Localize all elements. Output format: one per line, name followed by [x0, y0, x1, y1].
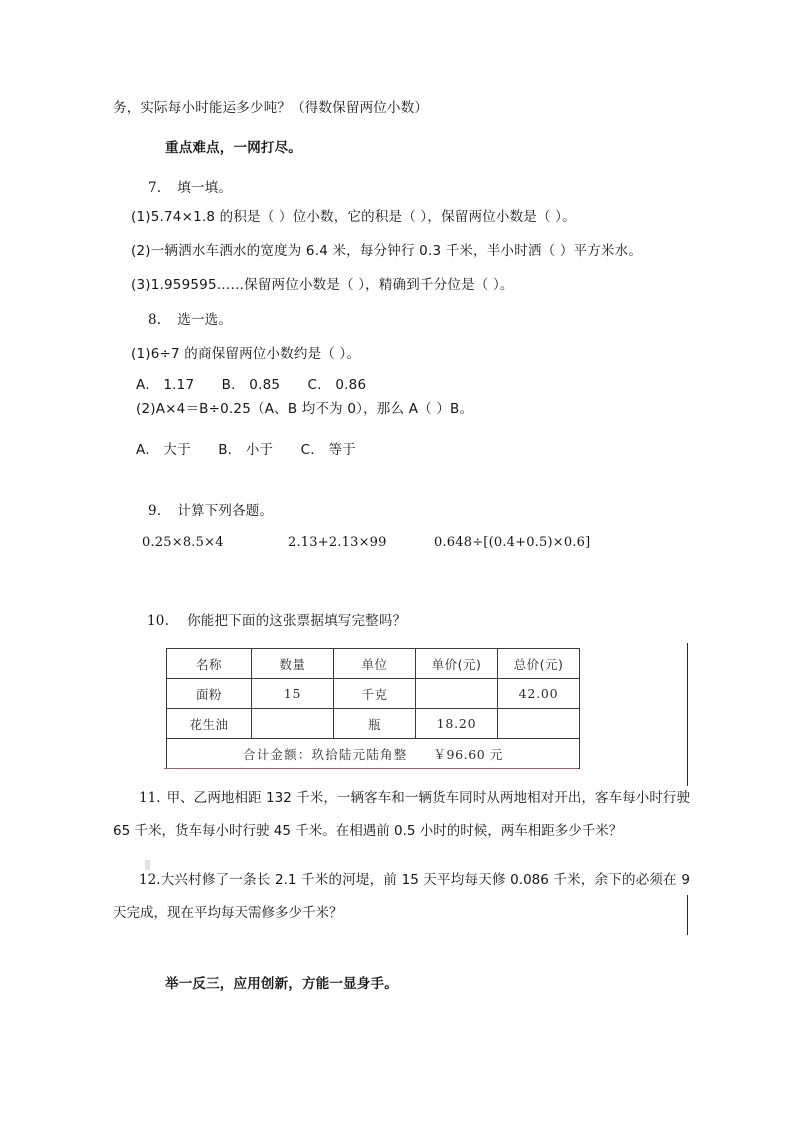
question-8-number: 8.	[148, 312, 162, 328]
question-11-number: 11.	[139, 790, 161, 806]
cell-unit-row2: 瓶	[334, 709, 416, 739]
question-7-number: 7.	[148, 180, 162, 196]
header-cell-quantity: 数量	[252, 649, 334, 679]
header-cell-unit: 单位	[334, 649, 416, 679]
question-7-title: 填一填。	[177, 180, 233, 196]
scan-artifact-bar-upper	[687, 643, 688, 786]
question-9-expression-2: 2.13+2.13×99	[288, 535, 387, 550]
question-8-choices-2: A. 大于 B. 小于 C. 等于	[136, 442, 356, 458]
scan-artifact-bar-lower	[687, 895, 688, 935]
question-8-title: 选一选。	[177, 312, 233, 328]
question-12-paragraph	[113, 864, 690, 930]
cell-unit-price-row1[interactable]	[416, 679, 498, 709]
cell-unit-row1: 千克	[334, 679, 416, 709]
question-8-item-1: (1)6÷7 的商保留两位小数约是（ ）。	[131, 346, 361, 362]
question-9-heading	[148, 501, 273, 521]
question-9-expression-1: 0.25×8.5×4	[142, 535, 224, 550]
cell-total-price-row2[interactable]	[498, 709, 580, 739]
question-7-item-2: (2)一辆洒水车洒水的宽度为 6.4 米，每分钟行 0.3 千米，半小时洒（ ）平方米水。	[131, 243, 643, 259]
receipt-table-wrapper	[166, 648, 580, 769]
table-footer-row	[167, 739, 580, 769]
header-cell-name: 名称	[167, 649, 252, 679]
question-8-item-2: (2)A×4＝B÷0.25（A、B 均不为 0），那么 A（ ）B。	[136, 401, 474, 417]
question-9-title: 计算下列各题。	[177, 503, 274, 519]
cell-quantity-row1: 15	[252, 679, 334, 709]
section-callout-key-points: 重点难点，一网打尽。	[165, 140, 302, 156]
cell-name-row2: 花生油	[167, 709, 252, 739]
question-8-heading	[148, 310, 232, 330]
section-callout-application: 举一反三，应用创新，方能一显身手。	[165, 976, 398, 992]
table-header-row	[167, 649, 580, 679]
table-row	[167, 709, 580, 739]
receipt-total-label: 合计金额：玖拾陆元陆角整	[243, 746, 408, 762]
cell-name-row1: 面粉	[167, 679, 252, 709]
receipt-total-amount: ￥96.60 元	[433, 746, 503, 762]
table-row	[167, 679, 580, 709]
question-11-text: 甲、乙两地相距 132 千米，一辆客车和一辆货车同时从两地相对开出，客车每小时行驶 65 千米，货车每小时行驶 45 千米。在相遇前 0.5 小时的时候，两车相距多少千米？	[113, 790, 690, 839]
scan-artifact-speck	[145, 860, 150, 870]
question-12-number: 12.	[139, 872, 161, 888]
cell-total-price-row1: 42.00	[498, 679, 580, 709]
question-10-heading	[147, 611, 406, 631]
question-12-text: 大兴村修了一条长 2.1 千米的河堤，前 15 天平均每天修 0.086 千米，余下的必须在 9 天完成，现在平均每天需修多少千米？	[113, 872, 690, 921]
cell-unit-price-row2: 18.20	[416, 709, 498, 739]
question-11-paragraph	[113, 782, 690, 848]
question-9-expression-3: 0.648÷[(0.4+0.5)×0.6]	[434, 535, 591, 550]
receipt-total-cell	[167, 739, 580, 769]
question-7-item-3: (3)1.959595……保留两位小数是（ ），精确到千分位是（ ）。	[131, 277, 514, 293]
question-10-number: 10.	[147, 613, 170, 629]
receipt-table	[166, 648, 580, 769]
accent-rule	[164, 768, 578, 769]
question-7-heading	[148, 178, 232, 198]
question-8-choices-1: A. 1.17 B. 0.85 C. 0.86	[136, 377, 367, 393]
header-cell-total-price: 总价(元)	[498, 649, 580, 679]
question-10-title: 你能把下面的这张票据填写完整吗？	[187, 613, 407, 629]
continued-question-line: 务，实际每小时能运多少吨？（得数保留两位小数）	[113, 100, 429, 116]
question-9-number: 9.	[148, 503, 162, 519]
cell-quantity-row2[interactable]	[252, 709, 334, 739]
question-7-item-1: (1)5.74×1.8 的积是（ ）位小数，它的积是（ ），保留两位小数是（ ）。	[131, 209, 576, 225]
header-cell-unit-price: 单价(元)	[416, 649, 498, 679]
